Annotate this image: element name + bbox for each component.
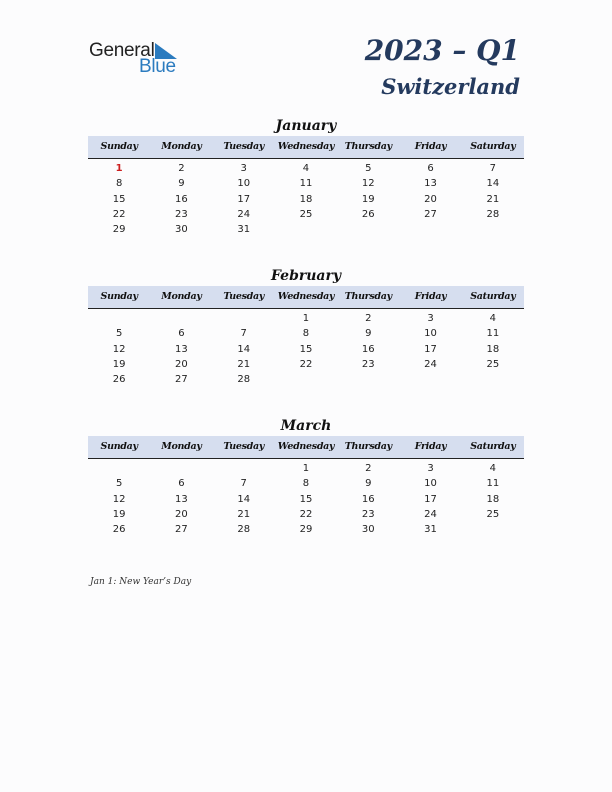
day-cell: [88, 461, 150, 476]
day-cell: 16: [175, 193, 188, 205]
week-row: [88, 342, 524, 357]
week-row: [88, 476, 524, 491]
day-cell: 25: [486, 358, 500, 370]
day-cell: 2: [178, 163, 185, 174]
day-cell: 1: [302, 463, 310, 474]
day-grid: [88, 459, 524, 537]
weekday-label-thursday: Thursday: [344, 141, 392, 152]
day-cell: [213, 461, 275, 476]
day-cell: 26: [112, 524, 126, 536]
day-cell: 24: [237, 208, 251, 220]
day-cell: 12: [112, 493, 126, 505]
day-cell: 31: [424, 524, 437, 536]
day-cell: 28: [486, 208, 500, 220]
day-cell: 21: [237, 508, 251, 520]
day-cell: 6: [178, 328, 185, 340]
day-cell: 14: [237, 493, 251, 505]
day-cell: 6: [178, 478, 185, 490]
weekday-label-tuesday: Tuesday: [223, 291, 265, 302]
day-cell: 30: [175, 224, 188, 236]
day-cell: 13: [175, 493, 188, 505]
day-cell: 7: [489, 163, 497, 174]
day-cell: 12: [361, 178, 375, 190]
week-row: [88, 357, 524, 372]
holiday-day-cell: 1: [115, 163, 123, 174]
day-cell: 18: [486, 343, 500, 355]
weekday-label-sunday: Sunday: [100, 441, 138, 452]
week-row: [88, 311, 524, 326]
day-cell: 20: [424, 193, 437, 205]
week-row: [88, 222, 524, 237]
day-cell: [275, 222, 337, 237]
day-cell: 27: [424, 208, 437, 220]
day-cell: 2: [365, 463, 372, 474]
day-grid: [88, 309, 524, 387]
day-cell: 4: [489, 313, 497, 324]
day-cell: [213, 311, 275, 326]
weekday-label-thursday: Thursday: [344, 291, 392, 302]
day-cell: 12: [112, 343, 126, 355]
day-cell: 22: [299, 508, 313, 520]
day-cell: 5: [115, 328, 123, 340]
logo-text-blue: Blue: [139, 56, 176, 77]
day-cell: 5: [365, 163, 372, 174]
day-cell: 30: [361, 524, 375, 536]
day-cell: 4: [489, 463, 497, 474]
day-cell: 13: [175, 343, 188, 355]
day-cell: 28: [237, 374, 251, 386]
day-cell: [275, 372, 337, 387]
page-title: 2023 – Q1: [364, 34, 520, 67]
weekday-label-tuesday: Tuesday: [223, 441, 265, 452]
month-name: February: [270, 268, 341, 284]
week-row: [88, 192, 524, 207]
day-cell: 29: [299, 524, 313, 536]
month-march: [88, 416, 524, 537]
day-cell: 11: [299, 178, 313, 190]
day-cell: 15: [112, 193, 126, 205]
weekday-label-saturday: Saturday: [470, 291, 516, 302]
day-cell: 3: [427, 313, 434, 324]
logo-text-general: General: [89, 40, 155, 61]
weekday-label-monday: Monday: [161, 441, 202, 452]
day-cell: 19: [112, 508, 126, 520]
day-cell: 23: [361, 358, 375, 370]
day-cell: [337, 222, 399, 237]
day-cell: 18: [486, 493, 500, 505]
day-cell: [399, 372, 461, 387]
day-cell: 22: [112, 208, 126, 220]
week-row: [88, 207, 524, 222]
day-cell: 27: [175, 524, 188, 536]
day-cell: [399, 222, 461, 237]
day-cell: 26: [361, 208, 375, 220]
day-cell: 23: [361, 508, 375, 520]
weekday-label-friday: Friday: [414, 141, 447, 152]
day-cell: 9: [365, 478, 372, 490]
month-name: March: [280, 418, 332, 434]
week-row: [88, 492, 524, 507]
weekday-label-wednesday: Wednesday: [277, 141, 335, 152]
weekday-header: [88, 436, 524, 459]
day-cell: 14: [237, 343, 251, 355]
weekday-label-sunday: Sunday: [100, 141, 138, 152]
day-cell: 8: [115, 178, 123, 190]
day-cell: [462, 372, 524, 387]
weekday-label-friday: Friday: [414, 441, 447, 452]
day-cell: 10: [237, 178, 251, 190]
holiday-note: Jan 1: New Year’s Day: [90, 577, 192, 587]
weekday-label-wednesday: Wednesday: [277, 441, 335, 452]
day-cell: 16: [361, 493, 375, 505]
day-cell: 22: [299, 358, 313, 370]
day-cell: 17: [424, 493, 437, 505]
day-cell: 21: [237, 358, 251, 370]
day-cell: 31: [237, 224, 251, 236]
weekday-label-thursday: Thursday: [344, 441, 392, 452]
day-cell: 15: [299, 493, 313, 505]
day-cell: 10: [424, 478, 437, 490]
weekday-label-wednesday: Wednesday: [277, 291, 335, 302]
month-name: January: [275, 118, 337, 134]
day-cell: 3: [240, 163, 247, 174]
day-cell: 7: [240, 478, 247, 490]
day-cell: [150, 311, 212, 326]
generalblue-logo: [89, 40, 189, 76]
week-row: [88, 176, 524, 191]
day-cell: 17: [424, 343, 437, 355]
day-cell: 28: [237, 524, 251, 536]
day-grid: [88, 159, 524, 237]
day-cell: 8: [302, 478, 310, 490]
day-cell: 15: [299, 343, 313, 355]
day-cell: 4: [302, 163, 310, 174]
weekday-header: [88, 136, 524, 159]
day-cell: 7: [240, 328, 247, 340]
weekday-label-monday: Monday: [161, 291, 202, 302]
day-cell: 23: [175, 208, 188, 220]
day-cell: [150, 461, 212, 476]
day-cell: [462, 522, 524, 537]
day-cell: 13: [424, 178, 437, 190]
day-cell: 20: [175, 358, 188, 370]
day-cell: 9: [178, 178, 185, 190]
day-cell: 27: [175, 374, 188, 386]
weekday-label-sunday: Sunday: [100, 291, 138, 302]
day-cell: 18: [299, 193, 313, 205]
week-row: [88, 522, 524, 537]
weekday-header: [88, 286, 524, 309]
month-february: [88, 266, 524, 387]
day-cell: 10: [424, 328, 437, 340]
week-row: [88, 507, 524, 522]
day-cell: 17: [237, 193, 251, 205]
day-cell: 14: [486, 178, 500, 190]
weekday-label-saturday: Saturday: [470, 141, 516, 152]
day-cell: 25: [486, 508, 500, 520]
day-cell: [337, 372, 399, 387]
day-cell: 25: [299, 208, 313, 220]
day-cell: 5: [115, 478, 123, 490]
weekday-label-saturday: Saturday: [470, 441, 516, 452]
day-cell: [88, 311, 150, 326]
day-cell: 16: [361, 343, 375, 355]
day-cell: 29: [112, 224, 126, 236]
weekday-label-monday: Monday: [161, 141, 202, 152]
day-cell: 19: [361, 193, 375, 205]
country-subtitle: Switzerland: [381, 74, 520, 99]
month-january: [88, 116, 524, 237]
day-cell: 1: [302, 313, 310, 324]
day-cell: 2: [365, 313, 372, 324]
day-cell: 24: [424, 508, 437, 520]
week-row: [88, 326, 524, 341]
day-cell: 3: [427, 463, 434, 474]
day-cell: 19: [112, 358, 126, 370]
day-cell: 24: [424, 358, 437, 370]
week-row: [88, 161, 524, 176]
day-cell: 8: [302, 328, 310, 340]
day-cell: 11: [486, 478, 500, 490]
day-cell: 11: [486, 328, 500, 340]
day-cell: 9: [365, 328, 372, 340]
day-cell: 20: [175, 508, 188, 520]
day-cell: 6: [427, 163, 434, 174]
weekday-label-friday: Friday: [414, 291, 447, 302]
week-row: [88, 372, 524, 387]
weekday-label-tuesday: Tuesday: [223, 141, 265, 152]
day-cell: [462, 222, 524, 237]
day-cell: 26: [112, 374, 126, 386]
day-cell: 21: [486, 193, 500, 205]
week-row: [88, 461, 524, 476]
